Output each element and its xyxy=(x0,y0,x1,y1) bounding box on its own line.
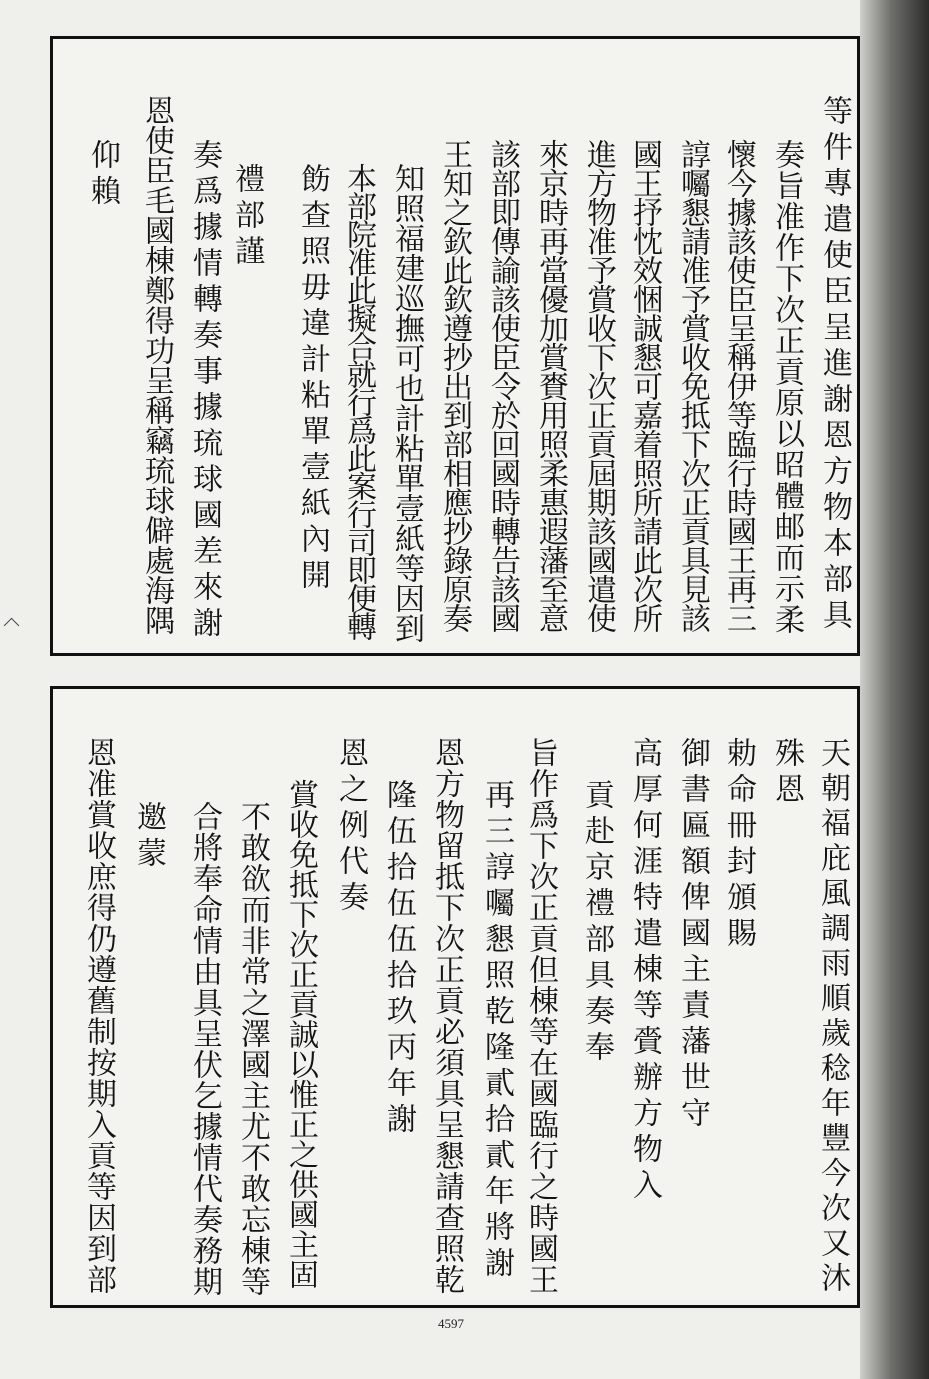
text-column: 禮部謹 xyxy=(229,163,264,271)
text-column: 殊恩 xyxy=(769,737,804,809)
text-column: 懷今據該使臣呈稱伊等臨行時國王再三 xyxy=(721,139,756,632)
text-column: 貢赴京禮部具奏奉 xyxy=(579,779,614,1067)
bottom-manuscript-panel xyxy=(50,686,860,1308)
text-column: 奏旨准作下次正貢原以昭體邮而示柔 xyxy=(769,139,804,635)
text-column: 王知之欽此欽遵抄出到部相應抄錄原奏 xyxy=(437,139,472,632)
text-column: 不敢欲而非常之澤國主尤不敢忘棟等 xyxy=(235,801,270,1297)
text-column: 恩使臣毛國棟鄭得功呈稱竊琉球僻處海隅 xyxy=(139,95,174,635)
text-column: 來京時再當優加賞賚用照柔惠遐藩至意 xyxy=(533,139,568,632)
text-column: 知照福建巡撫可也計粘單壹紙等因到 xyxy=(389,163,424,643)
text-column: 進方物准予賞收下次正貢屆期該國遣使 xyxy=(581,139,616,632)
text-column: 本部院准此擬合就行爲此案行司即便轉 xyxy=(341,163,376,639)
text-column: 仰賴 xyxy=(85,139,120,211)
text-column: 國王抒忱效悃誠懇可嘉着照所請此次所 xyxy=(627,139,662,632)
text-column: 高厚何涯特遣棟等賫辦方物入 xyxy=(627,737,662,1205)
book-gutter-shadow xyxy=(860,0,929,1379)
text-column: 旨作爲下次正貢但棟等在國臨行之時國王 xyxy=(523,737,558,1295)
text-column: 賞收免抵下次正貢誠以惟正之供國主固 xyxy=(283,779,318,1289)
text-column: 邀蒙 xyxy=(131,801,166,873)
text-column: 恩之例代奏 xyxy=(333,737,368,917)
top-manuscript-panel xyxy=(50,36,860,656)
text-column: 隆伍拾伍伍拾玖丙年謝 xyxy=(381,779,416,1139)
text-column: 御書匾額俾國主責藩世守 xyxy=(675,737,710,1133)
text-column: 合將奉命情由具呈伏乞據情代奏務期 xyxy=(187,801,222,1297)
text-column: 奏爲據情轉奏事據琉球國差來謝 xyxy=(187,139,222,643)
text-column: 等件專遣使臣呈進謝恩方物本部具 xyxy=(817,95,852,635)
text-column: 再三諄囑懇照乾隆貳拾貳年將謝 xyxy=(479,779,514,1283)
text-column: 恩准賞收庶得仍遵舊制按期入貢等因到部 xyxy=(81,737,116,1295)
text-column: 恩方物留抵下次正貢必須具呈懇請查照乾 xyxy=(429,737,464,1295)
text-column: 諄囑懇請准予賞收免抵下次正貢具見該 xyxy=(675,139,710,632)
text-column: 天朝福庇風調雨順歲稔年豐今次又沐 xyxy=(815,737,850,1297)
text-column: 勅命冊封頒賜 xyxy=(721,737,756,953)
text-column: 該部即傳諭該使臣令於回國時轉告該國 xyxy=(485,139,520,632)
text-column: 飭查照毋違計粘單壹紙內開 xyxy=(295,163,330,595)
page-number: 4597 xyxy=(438,1316,464,1331)
